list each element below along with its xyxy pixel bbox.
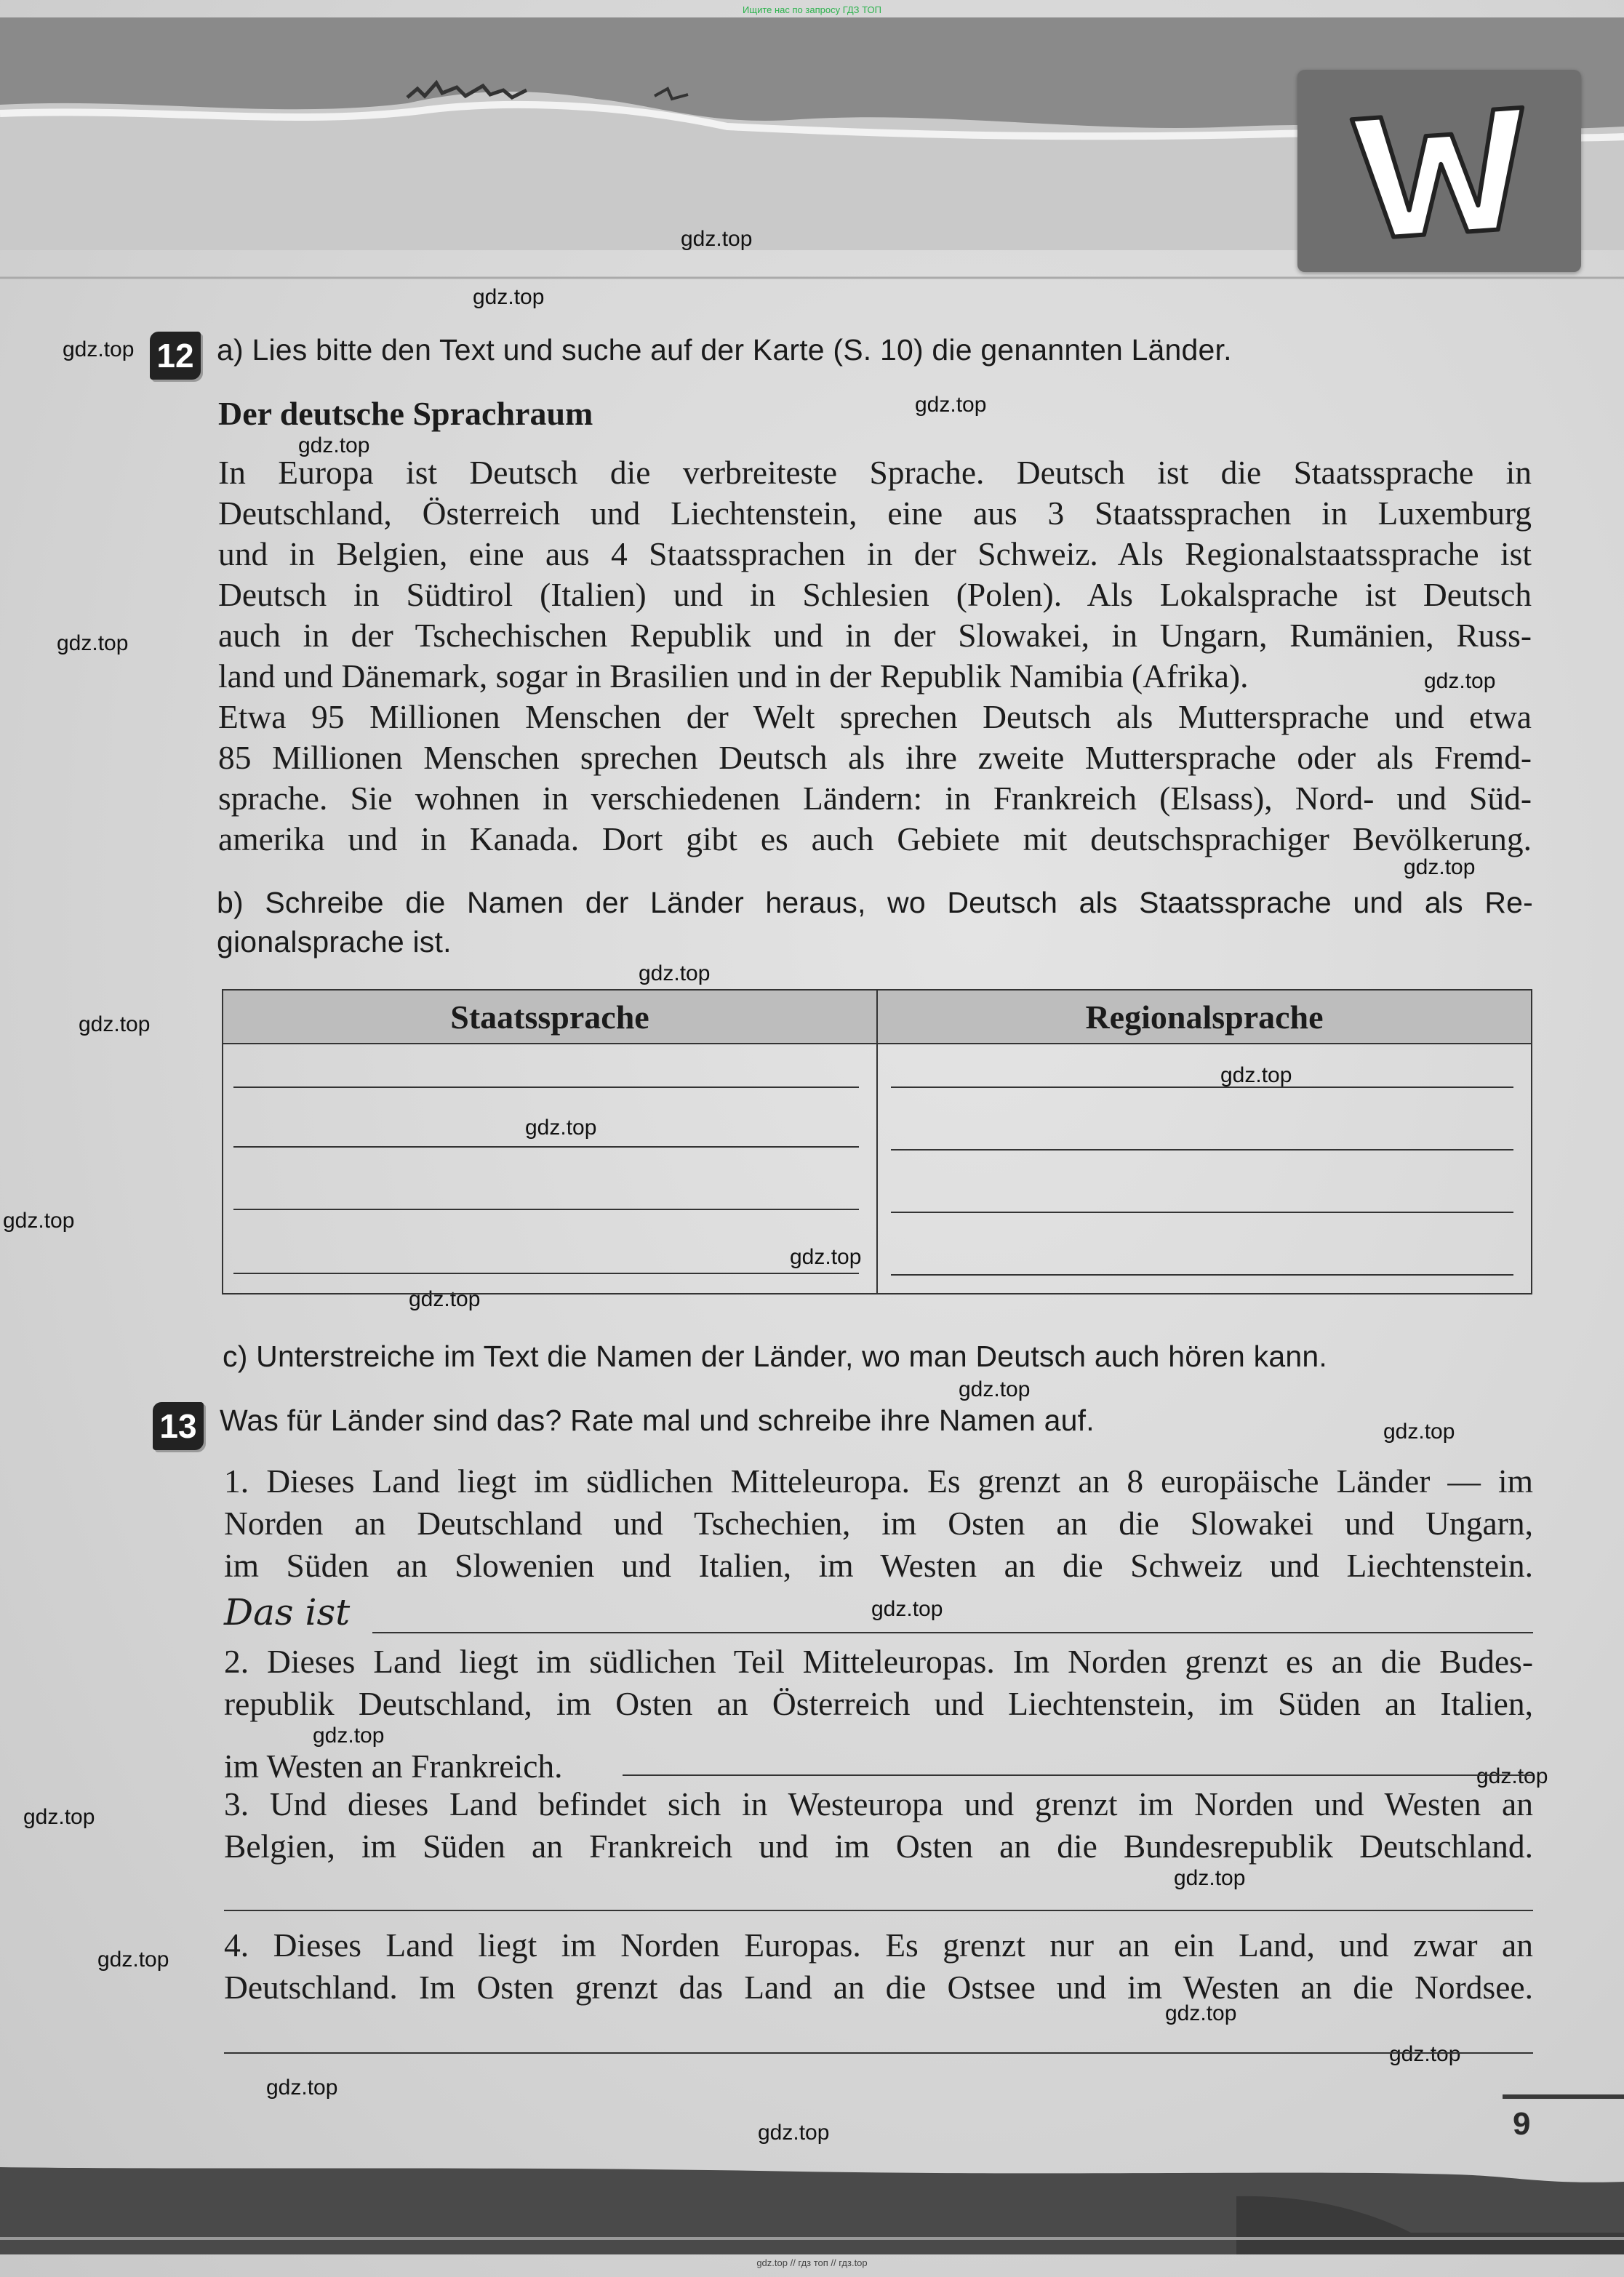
riddle-line: Norden an Deutschland und Tschechien, im Osten an die Slowakei und Ungarn, (224, 1505, 1533, 1542)
task-13-instruction: Was für Länder sind das? Rate mal und schreibe ihre Namen auf. (220, 1404, 1095, 1437)
watermark: gdz.top (1404, 855, 1476, 879)
text-line: 85 Millionen Menschen sprechen Deutsch als ihre zweite Muttersprache oder als Fremd- (218, 739, 1532, 776)
watermark: gdz.top (1174, 1866, 1246, 1890)
reading-text (218, 452, 1532, 860)
text-line: Etwa 95 Millionen Menschen der Welt sprechen Deutsch als Muttersprache und etwa (218, 698, 1532, 735)
text-title: Der deutsche Sprachraum (218, 395, 593, 432)
task-12-instruction-c: c) Unterstreiche im Text die Namen der Länder, wo man Deutsch auch hören kann. (223, 1340, 1327, 1373)
watermark: gdz.top (1424, 669, 1496, 693)
page-number-rule (1503, 2094, 1624, 2099)
text-line: auch in der Tschechischen Republik und in der Slowakei, in Ungarn, Rumänien, Russ- (218, 617, 1532, 654)
answer-line-1[interactable] (372, 1632, 1533, 1633)
watermark: gdz.top (1165, 2001, 1237, 2025)
watermark: gdz.top (63, 337, 135, 361)
riddle-line: Deutschland. Im Osten grenzt das Land an die Ostsee und im Westen an die Nordsee. (224, 1969, 1533, 2006)
riddle-line: Belgien, im Süden an Frankreich und im Osten an die Bundesrepublik Deutschland. (224, 1828, 1533, 1865)
task-12-instruction-b-line1: b) Schreibe die Namen der Länder heraus, wo Deutsch als Staatssprache und als Re- (217, 886, 1533, 919)
watermark: gdz.top (758, 2121, 830, 2145)
riddle-4 (224, 1924, 1533, 2009)
task-12-instruction-a: a) Lies bitte den Text und suche auf der Karte (S. 10) die genannten Länder. (217, 333, 1232, 367)
answer-line[interactable] (233, 1146, 859, 1148)
watermark: gdz.top (525, 1116, 597, 1140)
torn-paper-footer (0, 2153, 1624, 2254)
answer-line-3[interactable] (224, 1910, 1533, 1911)
answer-line-2[interactable] (623, 1774, 1533, 1776)
answer-line[interactable] (233, 1273, 859, 1274)
column-header-regionalsprache: Regionalsprache (877, 990, 1532, 1044)
riddle-line: im Westen an Frankreich. (224, 1748, 563, 1785)
text-line: Deutschland, Österreich und Liechtenstein, eine aus 3 Staatssprachen in Luxemburg (218, 495, 1532, 532)
riddle-line: republik Deutschland, im Osten an Österreich und Liechtenstein, im Süden an Italien, (224, 1685, 1533, 1722)
watermark: gdz.top (1476, 1764, 1548, 1788)
riddle-line: im Süden an Slowenien und Italien, im Westen an die Schweiz und Liechtenstein. (224, 1547, 1533, 1584)
watermark: gdz.top (473, 285, 545, 309)
watermark: gdz.top (1383, 1420, 1455, 1444)
column-header-staatssprache: Staatssprache (223, 990, 877, 1044)
riddle-2-last-line (224, 1745, 563, 1788)
watermark: gdz.top (23, 1805, 95, 1829)
watermark: gdz.top (915, 393, 987, 417)
task-12-badge: 12 (150, 332, 201, 380)
answer-line[interactable] (891, 1149, 1513, 1150)
watermark: gdz.top (959, 1377, 1031, 1401)
top-site-link[interactable]: Ищите нас по запросу ГДЗ ТОП (743, 4, 881, 15)
answer-line[interactable] (891, 1087, 1513, 1088)
riddle-line: 4. Dieses Land liegt im Norden Europas. Es grenzt nur an ein Land, und zwar an (224, 1926, 1533, 1964)
answer-line[interactable] (891, 1274, 1513, 1276)
text-line: Deutsch in Südtirol (Italien) und in Schlesien (Polen). Als Lokalsprache ist Deutsch (218, 576, 1532, 613)
bottom-site-link[interactable]: gdz.top // гдз топ // гдз.top (756, 2257, 868, 2268)
chapter-logo (1297, 70, 1581, 272)
text-line: In Europa ist Deutsch die verbreiteste Sprache. Deutsch ist die Staatssprache in (218, 454, 1532, 491)
watermark: gdz.top (1389, 2042, 1461, 2066)
answer-line[interactable] (233, 1209, 859, 1210)
riddle-2 (224, 1641, 1533, 1725)
task-13-badge: 13 (153, 1402, 204, 1450)
page-number: 9 (1513, 2106, 1531, 2142)
riddle-line: 3. Und dieses Land befindet sich in Westeuropa und grenzt im Norden und Westen an (224, 1785, 1533, 1822)
watermark: gdz.top (298, 433, 370, 457)
language-table (222, 989, 1532, 1294)
text-line: land und Dänemark, sogar in Brasilien und in der Republik Namibia (Afrika). (218, 657, 1249, 695)
text-line: sprache. Sie wohnen in verschiedenen Ländern: in Frankreich (Elsass), Nord- und Süd- (218, 780, 1532, 817)
answer-line[interactable] (233, 1087, 859, 1088)
answer-line[interactable] (891, 1212, 1513, 1213)
riddle-line: 1. Dieses Land liegt im südlichen Mitteleuropa. Es grenzt an 8 europäische Länder — im (224, 1462, 1533, 1500)
riddle-line: 2. Dieses Land liegt im südlichen Teil Mitteleuropas. Im Norden grenzt es an die Budes- (224, 1643, 1533, 1680)
watermark: gdz.top (3, 1209, 75, 1233)
watermark: gdz.top (1220, 1063, 1292, 1087)
riddle-1 (224, 1460, 1533, 1587)
text-line: amerika und in Kanada. Dort gibt es auch Gebiete mit deutschsprachiger Bevölkerung. (218, 820, 1532, 857)
watermark: gdz.top (266, 2076, 338, 2100)
task-12-instruction-b-line2: gionalsprache ist. (217, 925, 452, 959)
watermark: gdz.top (57, 631, 129, 655)
watermark: gdz.top (790, 1245, 862, 1269)
watermark: gdz.top (79, 1012, 151, 1036)
regionalsprache-answer-cell[interactable] (877, 1044, 1532, 1294)
staatssprache-answer-cell[interactable] (223, 1044, 877, 1294)
text-line: und in Belgien, eine aus 4 Staatssprachen in der Schweiz. Als Regionalstaatssprache ist (218, 535, 1532, 572)
watermark: gdz.top (681, 227, 753, 251)
riddle-3 (224, 1783, 1533, 1868)
watermark: gdz.top (409, 1287, 481, 1311)
watermark: gdz.top (313, 1724, 385, 1748)
watermark: gdz.top (871, 1597, 943, 1621)
answer-line-4[interactable] (224, 2052, 1533, 2054)
watermark: gdz.top (639, 961, 711, 985)
answer-prefix-handwritten: Das ist (224, 1591, 351, 1633)
watermark: gdz.top (97, 1948, 169, 1972)
w-letter-icon (1297, 70, 1581, 272)
